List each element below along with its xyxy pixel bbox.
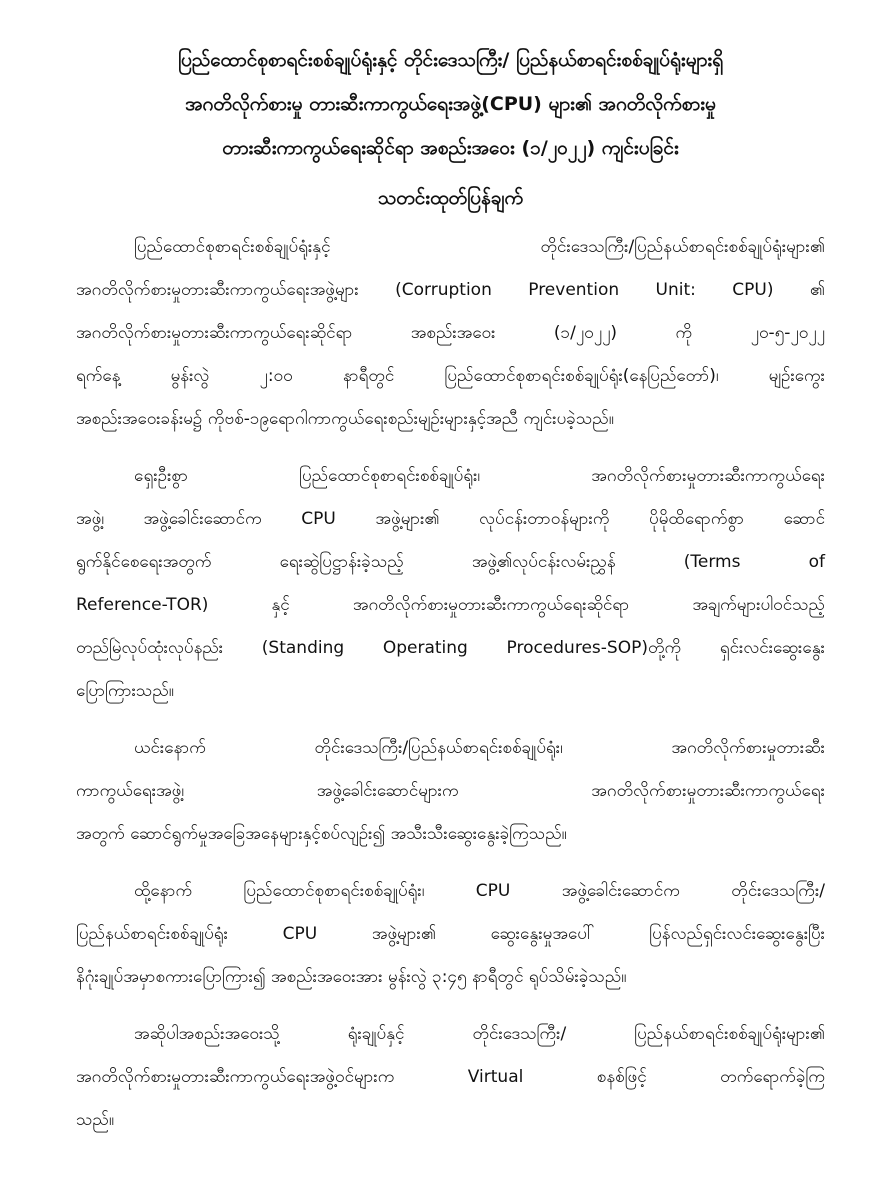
paragraph-line: အတွက် ဆောင်ရွက်မှုအခြေအနေများနှင့်စပ်လျဉ်း၍ အသီးသီးဆွေးနွေးခဲ့ကြသည်။ xyxy=(76,824,567,844)
paragraph-line: ပြည်နယ်စာရင်းစစ်ချုပ်ရုံး CPU အဖွဲ့များ၏ ဆွေးနွေးမှုအပေါ် ပြန်လည်ရှင်းလင်းဆွေးနွေးပြီး xyxy=(76,924,825,944)
paragraph-3 xyxy=(76,727,825,856)
title-line-1: ပြည်ထောင်စုစာရင်းစစ်ချုပ်ရုံးနှင့် တိုင်းဒေသကြီး/ ပြည်နယ်စာရင်းစစ်ချုပ်ရုံးများရှိ xyxy=(177,49,724,71)
paragraph-1 xyxy=(76,226,825,441)
paragraph-line: ရက်နေ့ မွန်းလွဲ ၂:၀၀ နာရီတွင် ပြည်ထောင်စုစာရင်းစစ်ချုပ်ရုံး(နေပြည်တော်)၊ မျဉ်းကွေး xyxy=(76,366,825,386)
paragraph-line: Reference-TOR) နှင့် အဂတိလိုက်စားမှုတားဆီးကာကွယ်ရေးဆိုင်ရာ အချက်များပါဝင်သည့် xyxy=(76,595,825,615)
paragraph-2 xyxy=(76,455,825,713)
paragraph-line: ယင်းနောက် တိုင်းဒေသကြီး/ပြည်နယ်စာရင်းစစ်ချုပ်ရုံး၊ အဂတိလိုက်စားမှုတားဆီး xyxy=(134,738,825,758)
paragraph-line: အဆိုပါအစည်းအဝေးသို့ ရုံးချုပ်နှင့် တိုင်းဒေသကြီး/ ပြည်နယ်စာရင်းစစ်ချုပ်ရုံးများ၏ xyxy=(134,1024,825,1044)
paragraph-line: အစည်းအဝေးခန်းမ၌ ကိုဗစ်-၁၉ရောဂါကာကွယ်ရေးစည်းမျဉ်းများနှင့်အညီ ကျင်းပခဲ့သည်။ xyxy=(76,409,614,429)
paragraph-line: ရွက်နိုင်စေရေးအတွက် ရေးဆွဲပြဋ္ဌာန်းခဲ့သည့် အဖွဲ့၏လုပ်ငန်းလမ်းညွှန် (Terms of xyxy=(76,552,825,572)
document-subtitle: သတင်းထုတ်ပြန်ချက် xyxy=(377,187,524,209)
title-line-2: အဂတိလိုက်စားမှု တားဆီးကာကွယ်ရေးအဖွဲ့(CPU) များ၏ အဂတိလိုက်စားမှု xyxy=(185,93,716,115)
document-title xyxy=(76,38,825,170)
paragraph-line: ပြည်ထောင်စုစာရင်းစစ်ချုပ်ရုံးနှင့် တိုင်းဒေသကြီး/ပြည်နယ်စာရင်းစစ်ချုပ်ရုံးများ၏ xyxy=(134,237,825,257)
paragraph-line: အဂတိလိုက်စားမှုတားဆီးကာကွယ်ရေးဆိုင်ရာ အစည်းအဝေး (၁/၂၀၂၂) ကို ၂၀-၅-၂၀၂၂ xyxy=(76,323,825,343)
paragraph-5 xyxy=(76,1013,825,1142)
paragraph-line: ကာကွယ်ရေးအဖွဲ့၊ အဖွဲ့ခေါင်းဆောင်များက အဂတိလိုက်စားမှုတားဆီးကာကွယ်ရေး xyxy=(76,781,825,801)
paragraph-line: အဂတိလိုက်စားမှုတားဆီးကာကွယ်ရေးအဖွဲ့ဝင်များက Virtual စနစ်ဖြင့် တက်ရောက်ခဲ့ကြ xyxy=(76,1067,825,1087)
paragraph-4 xyxy=(76,870,825,999)
paragraph-line: ထို့နောက် ပြည်ထောင်စုစာရင်းစစ်ချုပ်ရုံး၊ CPU အဖွဲ့ခေါင်းဆောင်က တိုင်းဒေသကြီး/ xyxy=(134,881,825,901)
paragraph-line: အဂတိလိုက်စားမှုတားဆီးကာကွယ်ရေးအဖွဲ့များ (Corruption Prevention Unit: CPU) ၏ xyxy=(76,280,825,300)
paragraph-line: နိဂုံးချုပ်အမှာစကားပြောကြား၍ အစည်းအဝေးအား မွန်းလွဲ ၃:၄၅ နာရီတွင် ရုပ်သိမ်းခဲ့သည်။ xyxy=(76,967,627,987)
title-line-3: တားဆီးကာကွယ်ရေးဆိုင်ရာ အစည်းအဝေး (၁/၂၀၂၂) ကျင်းပခြင်း xyxy=(222,137,679,159)
paragraph-line: ရှေးဦးစွာ ပြည်ထောင်စုစာရင်းစစ်ချုပ်ရုံး၊ အဂတိလိုက်စားမှုတားဆီးကာကွယ်ရေး xyxy=(134,466,825,486)
paragraph-line: ပြောကြားသည်။ xyxy=(76,681,174,701)
paragraph-line: သည်။ xyxy=(76,1110,115,1130)
paragraph-line: တည်မြဲလုပ်ထုံးလုပ်နည်း (Standing Operating Procedures-SOP)တို့ကို ရှင်းလင်းဆွေးနွေး xyxy=(76,638,825,658)
paragraph-line: အဖွဲ့၊ အဖွဲ့ခေါင်းဆောင်က CPU အဖွဲ့များ၏ လုပ်ငန်းတာဝန်များကို ပိုမိုထိရောက်စွာ ဆောင် xyxy=(76,509,825,529)
